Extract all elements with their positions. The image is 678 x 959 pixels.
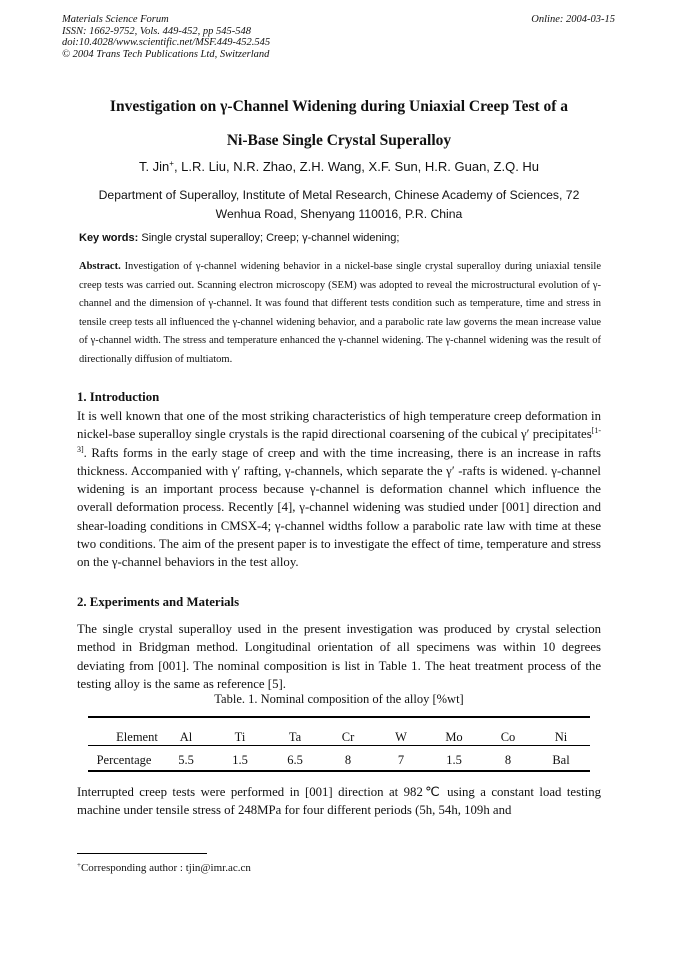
footnote-text: Corresponding author : tjin@imr.ac.cn [80,862,251,874]
table-caption: Table. 1. Nominal composition of the alloy [%wt] [214,692,464,706]
affiliation-line-1: Department of Superalloy, Institute of Metal Research, Chinese Academy of Sciences, 72 [98,188,580,202]
journal-issn: ISSN: 1662-9752, Vols. 449-452, pp 545-548 [62,25,251,37]
table-cell: 8 [504,753,512,767]
corresponding-mark: + [169,159,174,168]
introduction-paragraph [77,407,601,572]
keywords [79,232,609,244]
keywords-text: Single crystal superalloy; Creep; γ-channel widening; [138,232,400,244]
abstract-label: Abstract. [79,261,121,272]
paper-title-line-2: Ni-Base Single Crystal Superalloy [226,132,452,149]
table-header-cell: Element [116,730,158,744]
table-cell: 1.5 [446,753,462,767]
table-top-rule [88,716,590,718]
journal-copyright: © 2004 Trans Tech Publications Ltd, Switzerland [62,48,270,60]
footnote-rule [77,853,207,854]
journal-doi: doi:10.4028/www.scientific.net/MSF.449-452.545 [62,37,271,48]
introduction-text-a: It is well known that one of the most striking characteristics of high temperature creep deformation in nickel-base superalloy single crystals is the rapid directional coarsening of the cubical γ′ precipitates [77,409,601,442]
section-heading-introduction: 1. Introduction [77,390,160,404]
table-header-cell: Co [500,730,516,744]
abstract [79,258,601,370]
author-rest: , L.R. Liu, N.R. Zhao, Z.H. Wang, X.F. Sun, H.R. Guan, Z.Q. Hu [173,159,540,174]
table-cell: 7 [397,753,405,767]
table-cell: Percentage [96,753,152,767]
paper-title-line-1: Investigation on γ-Channel Widening during Uniaxial Creep Test of a [109,98,569,115]
table-cell: 5.5 [178,753,194,767]
table-header-cell: Mo [445,730,463,744]
affiliation [70,186,608,224]
table-cell: Bal [552,753,570,767]
table-cell: 1.5 [232,753,248,767]
abstract-text: Investigation of γ-channel widening behavior in a nickel-base single crystal superalloy during uniaxial tensile creep tests was carried out. Scanning electron microscopy (SEM) was adopted to reveal the microstructural evolution of γ-channel and the dimension of γ-channel. It was found that different tests condition such as temperature, time and stress in tensile creep tests all influenced the γ-channel widening behavior, and a parabolic rate law governs the mean increase value of γ-channel width. The stress and temperature enhanced the γ-channel widening. The γ-channel widening was the result of directionally diffusion of multiatom. [79,261,601,365]
online-date: Online: 2004-03-15 [531,14,615,25]
table-header-cell: Cr [341,730,355,744]
journal-name: Materials Science Forum [62,14,169,25]
table-cell: 8 [344,753,352,767]
table-header-cell: Ta [288,730,302,744]
author-first: T. Jin [138,159,170,174]
creep-test-paragraph: Interrupted creep tests were performed in [001] direction at 982℃ using a constant load testing machine under tensile stress of 248MPa for four different periods (5h, 54h, 109h and [77,785,601,818]
table-header-cell: Al [179,730,193,744]
table-header-rule [88,745,590,746]
author-list [40,159,638,174]
affiliation-line-2: Wenhua Road, Shenyang 110016, P.R. China [215,207,463,221]
table-bottom-rule [88,770,590,772]
table-header-cell: Ti [234,730,246,744]
journal-header [62,14,270,60]
citation-1-3: [1-3] [77,426,601,454]
keywords-label: Key words: [79,232,139,244]
section-heading-experiments: 2. Experiments and Materials [77,595,240,609]
experiments-paragraph: The single crystal superalloy used in the present investigation was produced by crystal selection method in Bridgman method. Longitudinal orientation of all specimens was within 10 degrees deviating from [001]. The nominal composition is list in Table 1. The heat treatment process of the testing alloy is the same as reference [5]. [77,622,601,691]
table-header-cell: W [395,730,407,744]
introduction-text-b: . Rafts forms in the early stage of creep and with the time increasing, there is an increase in rafts thickness. Accompanied with γ′ rafting, γ-channels, which separate the γ′ -rafts is widened. γ-channel widening is an important process because γ-channel is deformation channel which influence the overall deformation process. Recently [4], γ-channel widening was studied under [001] direction and shear-loading conditions in CMSX-4; γ-channel widths follow a parabolic rate law with time at these two conditions. The aim of the present paper is to investigate the effect of time, temperature and stress on the γ-channel behaviors in the test alloy. [77,445,601,570]
footnote-mark: + [77,861,81,869]
table-header-cell: Ni [554,730,568,744]
footnote [77,862,251,874]
table-cell: 6.5 [287,753,303,767]
